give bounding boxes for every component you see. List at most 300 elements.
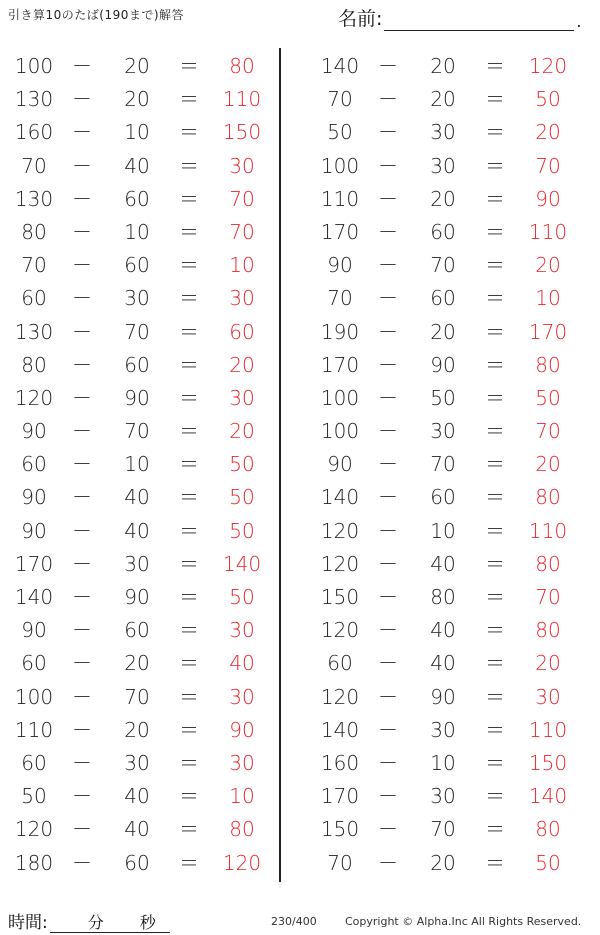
minuend: 70	[21, 253, 47, 278]
equals-sign: ＝	[179, 784, 199, 809]
minuend: 160	[320, 750, 360, 775]
minuend: 90	[327, 253, 353, 278]
minuend: 140	[320, 717, 360, 742]
subtrahend: 20	[430, 319, 456, 344]
problem-row	[0, 82, 290, 115]
problem-row	[306, 746, 596, 779]
problem-row	[306, 149, 596, 182]
subtrahend: 40	[124, 153, 150, 178]
minus-sign: －	[72, 186, 92, 211]
problem-row	[306, 414, 596, 447]
subtrahend: 20	[430, 87, 456, 112]
answer: 30	[229, 618, 255, 643]
subtrahend: 20	[124, 717, 150, 742]
minuend: 100	[14, 684, 54, 709]
subtrahend: 60	[430, 286, 456, 311]
answer: 70	[535, 585, 561, 609]
equals-sign: ＝	[179, 419, 199, 444]
problem-row	[306, 315, 596, 348]
equals-sign: ＝	[485, 153, 505, 178]
minuend: 50	[21, 784, 47, 809]
problem-row	[0, 447, 290, 480]
equals-sign: ＝	[179, 87, 199, 112]
equals-sign: ＝	[485, 651, 505, 676]
minus-sign: －	[378, 618, 398, 643]
minus-sign: －	[72, 352, 92, 377]
equals-sign: ＝	[179, 651, 199, 676]
minuend: 100	[320, 153, 360, 178]
right-problem-column	[306, 49, 596, 879]
subtrahend: 60	[124, 186, 150, 211]
minus-sign: －	[378, 452, 398, 477]
equals-sign: ＝	[485, 120, 505, 145]
minuend: 150	[320, 585, 360, 609]
subtrahend: 30	[124, 286, 150, 311]
equals-sign: ＝	[485, 286, 505, 311]
subtrahend: 90	[124, 385, 150, 410]
minus-sign: －	[72, 419, 92, 444]
subtrahend: 90	[430, 352, 456, 377]
problem-row	[306, 348, 596, 381]
answer: 30	[229, 684, 255, 709]
time-label: 時間:	[8, 913, 48, 933]
answer: 20	[535, 452, 561, 477]
equals-sign: ＝	[179, 186, 199, 211]
answer: 10	[535, 286, 561, 311]
minuend: 70	[21, 153, 47, 178]
equals-sign: ＝	[179, 717, 199, 742]
answer: 30	[229, 750, 255, 775]
minus-sign: －	[72, 319, 92, 344]
minuend: 60	[21, 750, 47, 775]
problem-row	[306, 646, 596, 679]
answer: 20	[229, 352, 255, 377]
answer: 120	[222, 850, 262, 875]
problem-row	[0, 215, 290, 248]
minus-sign: －	[72, 717, 92, 742]
answer: 80	[535, 618, 561, 643]
answer: 80	[535, 485, 561, 510]
problem-row	[306, 812, 596, 845]
minuend: 50	[327, 120, 353, 145]
answer: 120	[528, 54, 568, 78]
minuend: 100	[14, 54, 54, 78]
answer: 50	[229, 452, 255, 477]
minuend: 90	[21, 419, 47, 444]
answer: 80	[535, 817, 561, 842]
minuend: 120	[320, 684, 360, 709]
subtrahend: 20	[430, 54, 456, 78]
minus-sign: －	[72, 153, 92, 178]
subtrahend: 70	[430, 452, 456, 477]
answer: 30	[229, 153, 255, 178]
problem-row	[306, 779, 596, 812]
subtrahend: 40	[124, 485, 150, 510]
subtrahend: 30	[124, 750, 150, 775]
answer: 150	[528, 750, 568, 775]
subtrahend: 10	[124, 452, 150, 477]
minus-sign: －	[378, 253, 398, 278]
subtrahend: 60	[124, 850, 150, 875]
problem-row	[0, 348, 290, 381]
minus-sign: －	[72, 54, 92, 78]
minus-sign: －	[378, 717, 398, 742]
minus-sign: －	[72, 87, 92, 112]
subtrahend: 60	[430, 219, 456, 244]
problem-row	[306, 381, 596, 414]
answer: 50	[229, 518, 255, 543]
problem-row	[0, 680, 290, 713]
name-field	[338, 4, 582, 31]
minuend: 110	[320, 186, 360, 211]
minus-sign: －	[378, 850, 398, 875]
minus-sign: －	[378, 186, 398, 211]
answer: 30	[229, 286, 255, 311]
problem-row	[0, 779, 290, 812]
subtrahend: 20	[124, 87, 150, 112]
minus-sign: －	[72, 485, 92, 510]
subtrahend: 10	[430, 750, 456, 775]
subtrahend: 40	[430, 618, 456, 643]
answer: 10	[229, 253, 255, 278]
problem-row	[0, 746, 290, 779]
equals-sign: ＝	[179, 618, 199, 643]
worksheet-title: 引き算10のたば(190まで)解答	[8, 8, 185, 22]
problem-row	[0, 480, 290, 513]
minuend: 170	[14, 551, 54, 576]
problem-row	[306, 115, 596, 148]
equals-sign: ＝	[179, 219, 199, 244]
minuend: 70	[327, 286, 353, 311]
minuend: 130	[14, 186, 54, 211]
problem-row	[306, 547, 596, 580]
subtrahend: 60	[124, 253, 150, 278]
equals-sign: ＝	[485, 253, 505, 278]
answer: 10	[229, 784, 255, 809]
subtrahend: 30	[430, 153, 456, 178]
minus-sign: －	[378, 485, 398, 510]
subtrahend: 70	[430, 817, 456, 842]
minus-sign: －	[378, 286, 398, 311]
minus-sign: －	[378, 385, 398, 410]
equals-sign: ＝	[485, 717, 505, 742]
equals-sign: ＝	[179, 253, 199, 278]
minuend: 70	[327, 87, 353, 112]
subtrahend: 30	[430, 717, 456, 742]
minuend: 80	[21, 352, 47, 377]
minuend: 90	[21, 618, 47, 643]
subtrahend: 70	[430, 253, 456, 278]
problem-row	[306, 713, 596, 746]
minuend: 120	[320, 551, 360, 576]
equals-sign: ＝	[485, 684, 505, 709]
problem-row	[306, 49, 596, 82]
subtrahend: 10	[430, 518, 456, 543]
subtrahend: 30	[430, 419, 456, 444]
equals-sign: ＝	[485, 319, 505, 344]
problem-row	[0, 646, 290, 679]
minus-sign: －	[72, 850, 92, 875]
answer: 80	[229, 54, 255, 78]
subtrahend: 60	[430, 485, 456, 510]
minus-sign: －	[378, 87, 398, 112]
answer: 90	[229, 717, 255, 742]
answer: 110	[528, 518, 568, 543]
answer: 70	[229, 186, 255, 211]
minus-sign: －	[378, 651, 398, 676]
answer: 40	[229, 651, 255, 676]
minus-sign: －	[72, 585, 92, 609]
equals-sign: ＝	[485, 485, 505, 510]
minuend: 60	[21, 452, 47, 477]
equals-sign: ＝	[179, 120, 199, 145]
minuend: 100	[320, 419, 360, 444]
minus-sign: －	[378, 319, 398, 344]
seconds-label: 秒	[139, 913, 156, 932]
minuend: 110	[14, 717, 54, 742]
minuend: 90	[327, 452, 353, 477]
minus-sign: －	[72, 784, 92, 809]
answer: 80	[535, 551, 561, 576]
equals-sign: ＝	[179, 286, 199, 311]
minuend: 170	[320, 352, 360, 377]
equals-sign: ＝	[485, 452, 505, 477]
time-blank-line	[50, 912, 170, 933]
subtrahend: 20	[124, 54, 150, 78]
answer: 60	[229, 319, 255, 344]
equals-sign: ＝	[485, 518, 505, 543]
answer: 150	[222, 120, 262, 145]
minus-sign: －	[72, 219, 92, 244]
answer: 170	[528, 319, 568, 344]
left-problem-column	[0, 49, 290, 879]
problem-row	[0, 115, 290, 148]
minuend: 130	[14, 87, 54, 112]
answer: 50	[535, 850, 561, 875]
answer: 110	[528, 219, 568, 244]
problem-row	[0, 514, 290, 547]
minuend: 160	[14, 120, 54, 145]
minuend: 120	[320, 618, 360, 643]
answer: 80	[229, 817, 255, 842]
minuend: 130	[14, 319, 54, 344]
subtrahend: 30	[430, 120, 456, 145]
minus-sign: －	[378, 585, 398, 609]
minuend: 60	[327, 651, 353, 676]
subtrahend: 40	[430, 651, 456, 676]
problem-row	[306, 82, 596, 115]
minus-sign: －	[72, 286, 92, 311]
equals-sign: ＝	[485, 784, 505, 809]
minus-sign: －	[378, 54, 398, 78]
minus-sign: －	[378, 153, 398, 178]
minus-sign: －	[378, 684, 398, 709]
problem-row	[0, 812, 290, 845]
minus-sign: －	[72, 253, 92, 278]
equals-sign: ＝	[485, 352, 505, 377]
subtrahend: 70	[124, 684, 150, 709]
equals-sign: ＝	[485, 750, 505, 775]
problem-row	[0, 281, 290, 314]
equals-sign: ＝	[179, 485, 199, 510]
equals-sign: ＝	[179, 585, 199, 609]
answer: 30	[229, 385, 255, 410]
problem-row	[306, 480, 596, 513]
problem-row	[0, 713, 290, 746]
minuend: 140	[14, 585, 54, 609]
equals-sign: ＝	[179, 54, 199, 78]
time-field	[8, 908, 170, 933]
minuend: 120	[14, 385, 54, 410]
minus-sign: －	[378, 120, 398, 145]
equals-sign: ＝	[179, 518, 199, 543]
minus-sign: －	[72, 750, 92, 775]
minus-sign: －	[378, 352, 398, 377]
answer: 110	[528, 717, 568, 742]
problem-row	[0, 182, 290, 215]
minus-sign: －	[378, 518, 398, 543]
minuend: 60	[21, 651, 47, 676]
minuend: 120	[320, 518, 360, 543]
equals-sign: ＝	[179, 750, 199, 775]
answer: 20	[229, 419, 255, 444]
minus-sign: －	[72, 518, 92, 543]
minuend: 140	[320, 54, 360, 78]
problem-row	[306, 680, 596, 713]
minus-sign: －	[72, 385, 92, 410]
subtrahend: 20	[430, 186, 456, 211]
subtrahend: 30	[430, 784, 456, 809]
answer: 50	[535, 87, 561, 112]
minus-sign: －	[72, 452, 92, 477]
problem-row	[306, 613, 596, 646]
problem-row	[0, 315, 290, 348]
answer: 90	[535, 186, 561, 211]
minus-sign: －	[72, 618, 92, 643]
subtrahend: 70	[124, 419, 150, 444]
equals-sign: ＝	[179, 850, 199, 875]
minus-sign: －	[72, 551, 92, 576]
answer: 140	[528, 784, 568, 809]
equals-sign: ＝	[485, 186, 505, 211]
subtrahend: 40	[124, 784, 150, 809]
equals-sign: ＝	[485, 385, 505, 410]
problem-row	[0, 414, 290, 447]
minuend: 150	[320, 817, 360, 842]
minuend: 70	[327, 850, 353, 875]
answer: 30	[535, 684, 561, 709]
subtrahend: 40	[124, 817, 150, 842]
subtrahend: 20	[124, 651, 150, 676]
problem-row	[306, 215, 596, 248]
answer: 20	[535, 120, 561, 145]
answer: 20	[535, 253, 561, 278]
problem-row	[0, 580, 290, 613]
name-label: 名前:	[338, 8, 383, 30]
equals-sign: ＝	[179, 352, 199, 377]
equals-sign: ＝	[485, 551, 505, 576]
problem-row	[306, 580, 596, 613]
problem-row	[0, 248, 290, 281]
equals-sign: ＝	[485, 87, 505, 112]
minuend: 140	[320, 485, 360, 510]
equals-sign: ＝	[485, 585, 505, 609]
equals-sign: ＝	[179, 817, 199, 842]
subtrahend: 30	[124, 551, 150, 576]
problem-row	[306, 182, 596, 215]
minuend: 80	[21, 219, 47, 244]
subtrahend: 60	[124, 618, 150, 643]
equals-sign: ＝	[485, 618, 505, 643]
equals-sign: ＝	[485, 54, 505, 78]
subtrahend: 90	[430, 684, 456, 709]
equals-sign: ＝	[485, 850, 505, 875]
problem-row	[306, 281, 596, 314]
minus-sign: －	[72, 120, 92, 145]
problem-row	[0, 547, 290, 580]
minus-sign: －	[378, 750, 398, 775]
subtrahend: 70	[124, 319, 150, 344]
answer: 140	[222, 551, 262, 576]
subtrahend: 60	[124, 352, 150, 377]
answer: 80	[535, 352, 561, 377]
answer: 20	[535, 651, 561, 676]
minus-sign: －	[378, 817, 398, 842]
minuend: 170	[320, 219, 360, 244]
minutes-label: 分	[87, 913, 104, 932]
minus-sign: －	[378, 784, 398, 809]
problem-row	[0, 49, 290, 82]
minuend: 170	[320, 784, 360, 809]
answer: 70	[535, 153, 561, 178]
answer: 50	[229, 485, 255, 510]
answer: 110	[222, 87, 262, 112]
minuend: 180	[14, 850, 54, 875]
problem-row	[306, 447, 596, 480]
equals-sign: ＝	[179, 551, 199, 576]
minuend: 90	[21, 485, 47, 510]
minus-sign: －	[72, 817, 92, 842]
minus-sign: －	[378, 219, 398, 244]
problem-row	[0, 846, 290, 879]
minuend: 100	[320, 385, 360, 410]
subtrahend: 10	[124, 120, 150, 145]
problem-row	[0, 613, 290, 646]
minus-sign: －	[378, 551, 398, 576]
equals-sign: ＝	[179, 452, 199, 477]
problem-row	[306, 514, 596, 547]
subtrahend: 50	[430, 385, 456, 410]
problem-row	[0, 381, 290, 414]
problem-row	[0, 149, 290, 182]
equals-sign: ＝	[179, 385, 199, 410]
copyright-notice: Copyright © Alpha.Inc All Rights Reserved.	[345, 915, 582, 928]
problem-row	[306, 248, 596, 281]
equals-sign: ＝	[179, 684, 199, 709]
problem-row	[306, 846, 596, 879]
equals-sign: ＝	[179, 319, 199, 344]
minus-sign: －	[72, 651, 92, 676]
minuend: 90	[21, 518, 47, 543]
subtrahend: 20	[430, 850, 456, 875]
answer: 70	[229, 219, 255, 244]
minuend: 190	[320, 319, 360, 344]
subtrahend: 10	[124, 219, 150, 244]
subtrahend: 80	[430, 585, 456, 609]
name-end-mark: .	[576, 12, 582, 31]
answer: 70	[535, 419, 561, 444]
minuend: 60	[21, 286, 47, 311]
